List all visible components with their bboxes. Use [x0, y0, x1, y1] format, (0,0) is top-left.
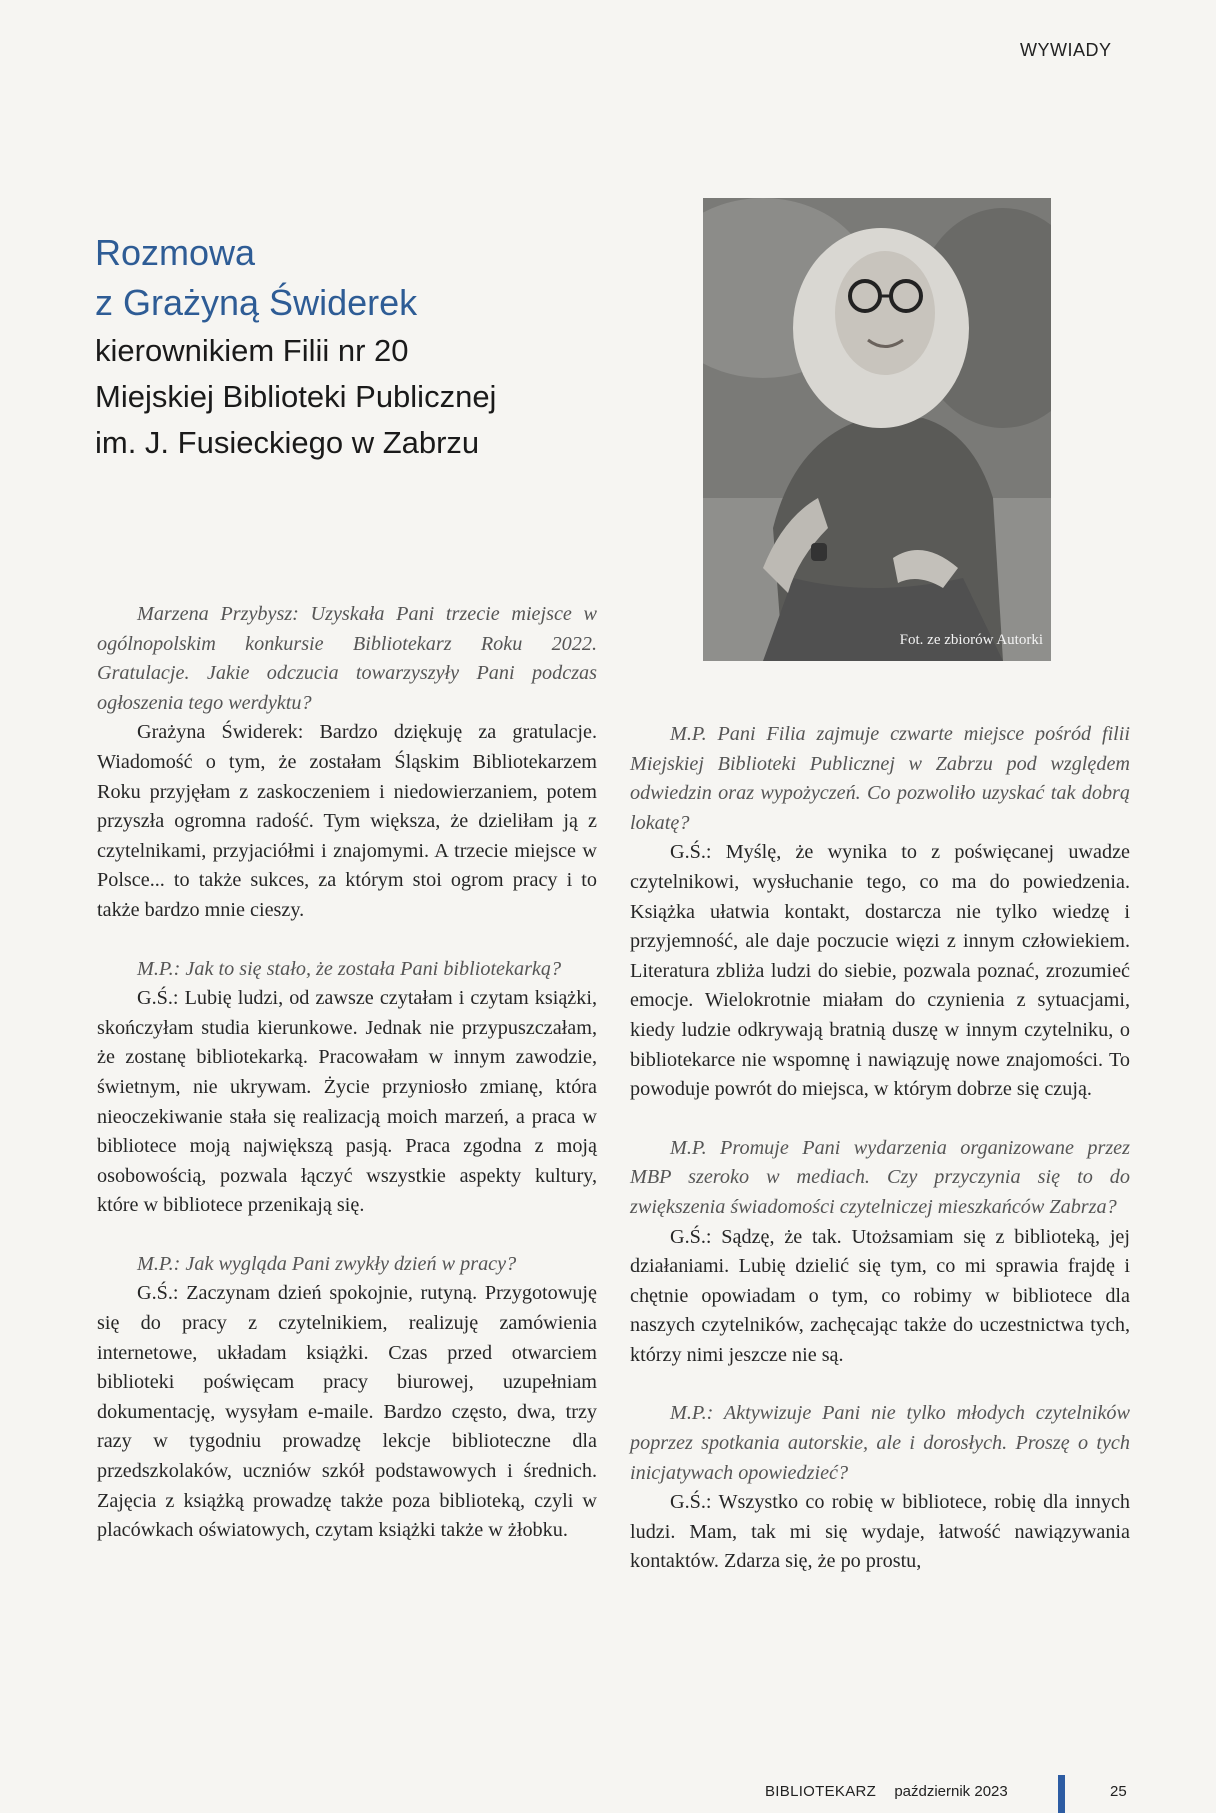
- magazine-name: BIBLIOTEKARZ: [765, 1783, 877, 1800]
- page-number: 25: [1110, 1783, 1127, 1800]
- answer-paragraph: G.Ś.: Wszystko co robię w bibliotece, robię dla innych ludzi. Mam, tak mi się wydaje, łatwość nawiązywania kontaktów. Zdarza się, że po prostu,: [630, 1491, 1130, 1573]
- left-column: [97, 600, 597, 1546]
- answer-paragraph: Grażyna Świderek: Bardzo dziękuję za gratulacje. Wiadomość o tym, że zostałam Śląskim Bibliotekarzem Roku przyjęłam z zaskoczeniem i niedowierzaniem, potem przyszła ogromna radość. Tym większa, że dzieliłam ją z czytelnikami, przyjaciółmi i znajomymi. A trzecie miejsce w Polsce... to także sukces, za którym stoi ogrom pracy i to także bardzo mnie cieszy.: [97, 721, 597, 921]
- page-footer: [765, 1783, 1008, 1800]
- title-line-3: kierownikiem Filii nr 20: [95, 333, 409, 368]
- question-paragraph: M.P.: Jak wygląda Pani zwykły dzień w pracy?: [137, 1252, 517, 1275]
- title-line-2: z Grażyną Świderek: [95, 282, 418, 323]
- question-paragraph: M.P.: Aktywizuje Pani nie tylko młodych czytelników poprzez spotkania autorskie, ale i dorosłych. Proszę o tych inicjatywach opowiedzieć?: [630, 1402, 1130, 1484]
- title-line-1: Rozmowa: [95, 232, 256, 273]
- footer-accent-bar: [1058, 1775, 1065, 1813]
- right-column: [630, 720, 1130, 1577]
- interviewee-photo: [703, 198, 1051, 661]
- question-paragraph: Marzena Przybysz: Uzyskała Pani trzecie miejsce w ogólnopolskim konkursie Bibliotekarz Roku 2022. Gratulacje. Jakie odczucia towarzyszyły Pani podczas ogłoszenia tego werdyktu?: [97, 603, 597, 714]
- answer-paragraph: G.Ś.: Myślę, że wynika to z poświęcanej uwadze czytelnikowi, wysłuchanie tego, co ma do powiedzenia. Książka ułatwia kontakt, dostarcza nie tylko wiedzę i przyjemność, ale daje poczucie więzi z innym człowiekiem. Literatura zbliża ludzi do siebie, pozwala poznać, zrozumieć emocje. Wielokrotnie miałam do czynienia z sytuacjami, kiedy ludzie odkrywają bratnią duszę w innym czytelniku, o bibliotekarce nie wspomnę i nawiązuję nowe znajomości. To powoduje powrót do miejsca, w którym dobrze się czują.: [630, 841, 1130, 1101]
- issue-date: październik 2023: [894, 1783, 1008, 1800]
- answer-paragraph: G.Ś.: Lubię ludzi, od zawsze czytałam i czytam książki, skończyłam studia kierunkowe. Jednak nie przypuszczałam, że zostanę bibliotekarką. Pracowałam w innym zawodzie, świetnym, nie ukrywam. Życie przyniosło zmianę, która nieoczekiwanie stała się realizacją moich marzeń, a praca w bibliotece moją największą pasją. Praca zgodna z moją osobowością, pozwala łączyć wszystkie aspekty kultury, które w bibliotece przenikają się.: [97, 987, 597, 1217]
- question-paragraph: M.P.: Jak to się stało, że została Pani bibliotekarką?: [137, 957, 562, 980]
- answer-paragraph: G.Ś.: Zaczynam dzień spokojnie, rutyną. Przygotowuję się do pracy z czytelnikiem, realizuję zamówienia internetowe, układam książki. Czas przed otwarciem biblioteki poświęcam pracy biurowej, uzupełniam dokumentację, wysyłam e-maile. Bardzo często, dwa, trzy razy w tygodniu prowadzę lekcje biblioteczne dla przedszkolaków, uczniów szkół podstawowych i średnich. Zajęcia z książką prowadzę także poza biblioteką, czyli w placówkach oświatowych, czytam książki także w żłobku.: [97, 1282, 597, 1542]
- answer-paragraph: G.Ś.: Sądzę, że tak. Utożsamiam się z biblioteką, jej działaniami. Lubię dzielić się tym, co mi sprawia frajdę i chętnie opowiadam o tym, co robimy w bibliotece dla naszych czytelników, zachęcając także do uczestnictwa tych, którzy nimi jeszcze nie są.: [630, 1225, 1130, 1366]
- title-line-5: im. J. Fusieckiego w Zabrzu: [95, 425, 480, 460]
- title-line-4: Miejskiej Biblioteki Publicznej: [95, 379, 497, 414]
- question-paragraph: M.P. Promuje Pani wydarzenia organizowane przez MBP szeroko w mediach. Czy przyczynia się to do zwiększenia świadomości czytelniczej mieszkańców Zabrza?: [630, 1136, 1130, 1218]
- question-paragraph: M.P. Pani Filia zajmuje czwarte miejsce pośród filii Miejskiej Biblioteki Publicznej w Zabrzu pod względem odwiedzin oraz wypożyczeń. Co pozwoliło uzyskać tak dobrą lokatę?: [630, 723, 1130, 834]
- photo-caption: Fot. ze zbiorów Autorki: [899, 632, 1043, 648]
- section-label: WYWIADY: [1020, 40, 1112, 60]
- article-title: [95, 228, 655, 466]
